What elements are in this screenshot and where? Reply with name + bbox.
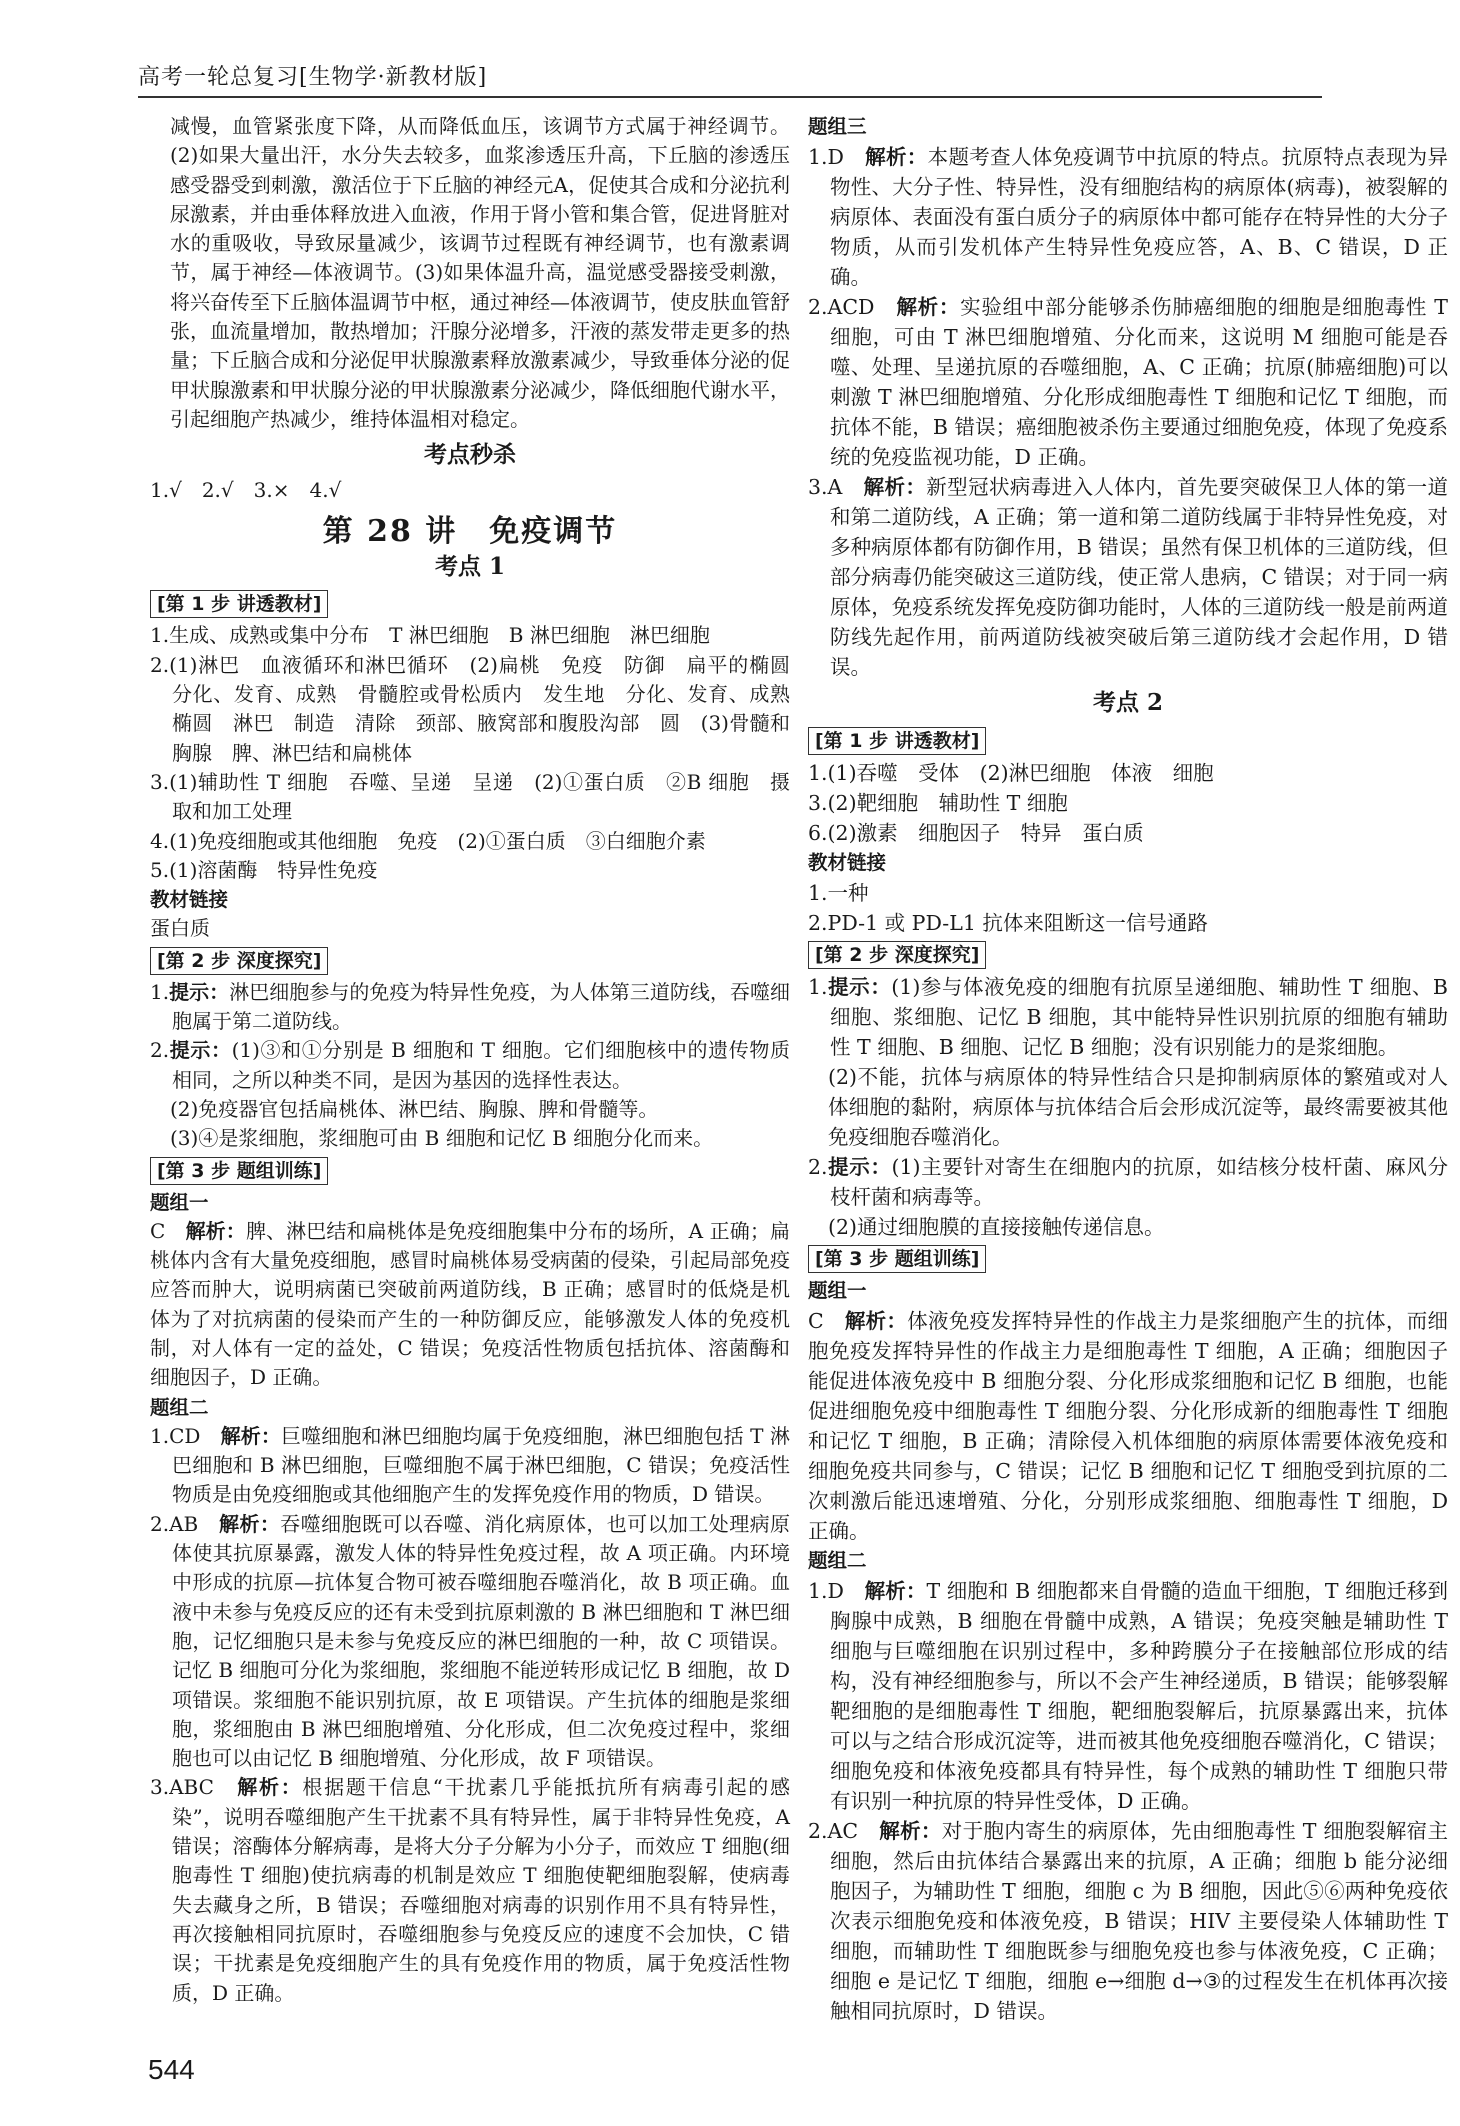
list-item: (2)通过细胞膜的直接接触传递信息。: [828, 1215, 1165, 1239]
answer-marker: 提示：: [169, 979, 230, 1004]
list-item: (3)④是浆细胞，浆细胞可由 B 细胞和记忆 B 细胞分化而来。: [170, 1126, 714, 1151]
step3-heading: [第 3 步 题组训练]: [150, 1157, 328, 1185]
list-item: 1.提示：淋巴细胞参与的免疫为特异性免疫，为人体第三道防线，吞噬细胞属于第二道防线。: [150, 979, 791, 1034]
textbook-link-heading: 教材链接: [150, 888, 229, 912]
kaodian-miaosha-answers: 1.√ 2.√ 3.× 4.√: [150, 477, 342, 502]
answer-marker: 解析：: [185, 1218, 246, 1243]
list-item: 1.D 解析：本题考查人体免疫调节中抗原的特点。抗原特点表现为异物性、大分子性、特异性，没有细胞结构的病原体(病毒)，被裂解的病原体、表面没有蛋白质分子的病原体中都可能存在特异性的大分子物质，从而引发机体产生特异性免疫应答，A、B、C 错误，D 正确。: [808, 145, 1449, 289]
list-item: 2.PD-1 或 PD-L1 抗体来阻断这一信号通路: [808, 911, 1208, 935]
intro-paragraph: 减慢，血管紧张度下降，从而降低血压，该调节方式属于神经调节。(2)如果大量出汗，水分失去较多，血浆渗透压升高，下丘脑的渗透压感受器受到刺激，激活位于下丘脑的神经元A，促使其合成和分泌抗利尿激素，并由垂体释放进入血液，作用于肾小管和集合管，促进肾脏对水的重吸收，导致尿量减少，该调节过程既有神经调节，也有激素调节，属于神经—体液调节。(3)如果体温升高，温觉感受器接受刺激，将兴奋传至下丘脑体温调节中枢，通过神经—体液调节，使皮肤血管舒张，血流量增加，散热增加；汗腺分泌增多，汗液的蒸发带走更多的热量；下丘脑合成和分泌促甲状腺激素释放激素减少，导致垂体分泌的促甲状腺激素和甲状腺分泌的甲状腺激素分泌减少，降低细胞代谢水平，引起细胞产热减少，维持体温相对稳定。: [170, 114, 790, 431]
list-item: 6.(2)激素 细胞因子 特异 蛋白质: [808, 821, 1144, 845]
group3-heading: 题组三: [808, 115, 867, 138]
textbook-link-heading: 教材链接: [808, 851, 887, 874]
list-item: 2.(1)淋巴 血液循环和淋巴循环 (2)扁桃 免疫 防御 扁平的椭圆 分化、发育、成熟 骨髓腔或骨松质内 发生地 分化、发育、成熟 椭圆 淋巴 制造 清除 颈部、腋窝部和腹股沟部 圆 (3)骨髓和胸腺 脾、淋巴结和扁桃体: [150, 652, 810, 765]
step2-heading: [第 2 步 深度探究]: [150, 947, 328, 975]
list-item: 2.提示：(1)③和①分别是 B 细胞和 T 细胞。它们细胞核中的遗传物质相同，之所以种类不同，是因为基因的选择性表达。: [150, 1038, 791, 1092]
list-item: 3.A 解析：新型冠状病毒进入人体内，首先要突破保卫人体的第一道和第二道防线，A 正确；第一道和第二道防线属于非特异性免疫，对多种病原体都有防御作用，B 错误；虽然有保卫机体的三道防线，但部分病毒仍能突破这三道防线，使正常人患病，C 错误；对于同一病原体，免疫系统发挥免疫防御功能时，人体的三道防线一般是前两道防线先起作用，前两道防线被突破后第三道防线才会起作用，D 错误。: [808, 475, 1449, 679]
page-number: 544: [148, 2054, 195, 2085]
list-item: 5.(1)溶菌酶 特异性免疫: [150, 857, 378, 882]
step1-heading: [第 1 步 讲透教材]: [150, 590, 328, 618]
list-item: 3.(1)辅助性 T 细胞 吞噬、呈递 呈递 (2)①蛋白质 ②B 细胞 摄取和加工处理: [150, 769, 790, 824]
answer-marker: 提示：: [169, 1038, 232, 1063]
list-item: 2.AB 解析：吞噬细胞既可以吞噬、消化病原体，也可以加工处理病原体使其抗原暴露，激发人体的特异性免疫过程，故 A 项正确。内环境中形成的抗原—抗体复合物可被吞噬细胞吞噬消化，故 B 项正确。血液中未参与免疫反应的还有未受到抗原刺激的 B 淋巴细胞和 T 淋巴细胞，记忆细胞只是未参与免疫反应的淋巴细胞的一种，故 C 项错误。记忆 B 细胞可分化为浆细胞，浆细胞不能逆转形成记忆 B 细胞，故 D 项错误。浆细胞不能识别抗原，故 E 项错误。产生抗体的细胞是浆细胞，浆细胞由 B 淋巴细胞增殖、分化形成，但二次免疫过程中，浆细胞也可以由记忆 B 细胞增殖、分化形成，故 F 项错误。: [150, 1511, 791, 1771]
left-column: [150, 112, 810, 2008]
kaodian-2-title: 考点 2: [1092, 689, 1163, 716]
answer-marker: 解析：: [220, 1423, 282, 1448]
step1-heading: [第 1 步 讲透教材]: [808, 727, 986, 755]
step3-heading: [第 3 步 题组训练]: [808, 1245, 986, 1273]
list-item: 1.D 解析：T 细胞和 B 细胞都来自骨髓的造血干细胞，T 细胞迁移到胸腺中成熟，B 细胞在骨髓中成熟，A 错误；免疫突触是辅助性 T 细胞与巨噬细胞在识别过程中，多种跨膜分子在接触部位形成的结构，没有神经细胞参与，所以不会产生神经递质，B 错误；能够裂解靶细胞的是细胞毒性 T 细胞，靶细胞裂解后，抗原暴露出来，抗体可以与之结合形成沉淀等，进而被其他免疫细胞吞噬消化，C 错误；细胞免疫和体液免疫都具有特异性，每个成熟的辅助性 T 细胞只带有识别一种抗原的特异性受体，D 正确。: [808, 1579, 1449, 1813]
answer-marker: 解析：: [864, 1579, 927, 1603]
answer-marker: 提示：: [827, 975, 892, 999]
answer-marker: 解析：: [896, 295, 961, 319]
textbook-link-answer: 蛋白质: [150, 916, 210, 941]
list-item: 1.CD 解析：巨噬细胞和淋巴细胞均属于免疫细胞，淋巴细胞包括 T 淋巴细胞和 B 淋巴细胞，巨噬细胞不属于淋巴细胞，C 错误；免疫活性物质是由免疫细胞或其他细胞产生的发挥免疫作用的物质，D 错误。: [150, 1423, 790, 1507]
list-item: 1.生成、成熟或集中分布 T 淋巴细胞 B 淋巴细胞 淋巴细胞: [150, 623, 710, 648]
list-item: 3.(2)靶细胞 辅助性 T 细胞: [808, 791, 1068, 815]
group2-heading: 题组二: [808, 1549, 867, 1572]
group1-heading: 题组一: [808, 1279, 867, 1302]
running-header: 高考一轮总复习[生物学·新教材版]: [138, 65, 488, 90]
list-item: C 解析：脾、淋巴结和扁桃体是免疫细胞集中分布的场所，A 正确；扁桃体内含有大量免疫细胞，感冒时扁桃体易受病菌的侵染，引起局部免疫应答而肿大，说明病菌已突破前两道防线，B 正确；感冒时的低烧是机体为了对抗病菌的侵染而产生的一种防御反应，能够激发人体的免疫机制，对人体有一定的益处，C 错误；免疫活性物质包括抗体、溶菌酶和细胞因子，D 正确。: [150, 1218, 790, 1390]
header-rule: [138, 96, 1322, 98]
answer-marker: 解析：: [863, 475, 927, 499]
kaodian-miaosha-title: 考点秒杀: [424, 441, 516, 469]
answer-marker: 解析：: [237, 1775, 303, 1800]
group2-heading: 题组二: [150, 1395, 209, 1419]
answer-marker: 解析：: [219, 1511, 281, 1536]
group1-heading: 题组一: [150, 1190, 209, 1214]
list-item: 2.ACD 解析：实验组中部分能够杀伤肺癌细胞的细胞是细胞毒性 T 细胞，可由 T 淋巴细胞增殖、分化而来，这说明 M 细胞可能是吞噬、处理、呈递抗原的吞噬细胞，A、C 正确；抗原(肺癌细胞)可以刺激 T 淋巴细胞增殖、分化形成细胞毒性 T 细胞和记忆 T 细胞，而抗体不能，B 错误；癌细胞被杀伤主要通过细胞免疫，体现了免疫系统的免疫监视功能，D 正确。: [808, 295, 1448, 469]
answer-marker: 解析：: [879, 1819, 942, 1843]
list-item: 2.提示：(1)主要针对寄生在细胞内的抗原，如结核分枝杆菌、麻风分枝杆菌和病毒等。: [808, 1155, 1448, 1209]
lecture-title: 第 28 讲 免疫调节: [322, 513, 618, 549]
right-column: [808, 112, 1448, 2026]
list-item: 2.AC 解析：对于胞内寄生的病原体，先由细胞毒性 T 细胞裂解宿主细胞，然后由抗体结合暴露出来的抗原，A 正确；细胞 b 能分泌细胞因子，为辅助性 T 细胞，细胞 c 为 B 细胞，因此⑤⑥两种免疫依次表示细胞免疫和体液免疫，B 错误；HIV 主要侵染人体辅助性 T 细胞，而辅助性 T 细胞既参与细胞免疫也参与体液免疫，C 正确；细胞 e 是记忆 T 细胞，细胞 e→细胞 d→③的过程发生在机体再次接触相同抗原时，D 错误。: [808, 1819, 1448, 2023]
answer-marker: 提示：: [827, 1155, 892, 1179]
list-item: 3.ABC 解析：根据题干信息“干扰素几乎能抵抗所有病毒引起的感染”，说明吞噬细胞产生干扰素不具有特异性，属于非特异性免疫，A 错误；溶酶体分解病毒，是将大分子分解为小分子，而效应 T 细胞(细胞毒性 T 细胞)使抗病毒的机制是效应 T 细胞使靶细胞裂解，使病毒失去藏身之所，B 错误；吞噬细胞对病毒的识别作用不具有特异性，再次接触相同抗原时，吞噬细胞参与免疫反应的速度不会加快，C 错误；干扰素是免疫细胞产生的具有免疫作用的物质，属于免疫活性物质，D 正确。: [150, 1775, 790, 2005]
list-item: 1.(1)吞噬 受体 (2)淋巴细胞 体液 细胞: [808, 761, 1214, 785]
list-item: C 解析：体液免疫发挥特异性的作战主力是浆细胞产生的抗体，而细胞免疫发挥特异性的作战主力是细胞毒性 T 细胞，A 正确；细胞因子能促进体液免疫中 B 细胞分裂、分化形成浆细胞和记忆 B 细胞，也能促进细胞免疫中细胞毒性 T 细胞分裂、分化形成新的细胞毒性 T 细胞和记忆 T 细胞，B 正确；清除侵入机体细胞的病原体需要体液免疫和细胞免疫共同参与，C 错误；记忆 B 细胞和记忆 T 细胞受到抗原的二次刺激后能迅速增殖、分化，分别形成浆细胞、细胞毒性 T 细胞，D 正确。: [808, 1309, 1449, 1543]
list-item: (2)免疫器官包括扁桃体、淋巴结、胸腺、脾和骨髓等。: [170, 1096, 659, 1121]
list-item: 1.一种: [808, 881, 869, 905]
list-item: (2)不能，抗体与病原体的特异性结合只是抑制病原体的繁殖或对人体细胞的黏附，病原体与抗体结合后会形成沉淀等，最终需要被其他免疫细胞吞噬消化。: [828, 1065, 1448, 1149]
answer-marker: 解析：: [844, 1309, 908, 1333]
answer-marker: 解析：: [865, 145, 928, 169]
kaodian-1-title: 考点 1: [434, 553, 505, 581]
list-item: 1.提示：(1)参与体液免疫的细胞有抗原呈递细胞、辅助性 T 细胞、B 细胞、浆细胞、记忆 B 细胞，其中能特异性识别抗原的细胞有辅助性 T 细胞、B 细胞、记忆 B 细胞；没有识别能力的是浆细胞。: [808, 975, 1448, 1059]
list-item: 4.(1)免疫细胞或其他细胞 免疫 (2)①蛋白质 ③白细胞介素: [150, 828, 706, 853]
step2-heading: [第 2 步 深度探究]: [808, 941, 986, 969]
